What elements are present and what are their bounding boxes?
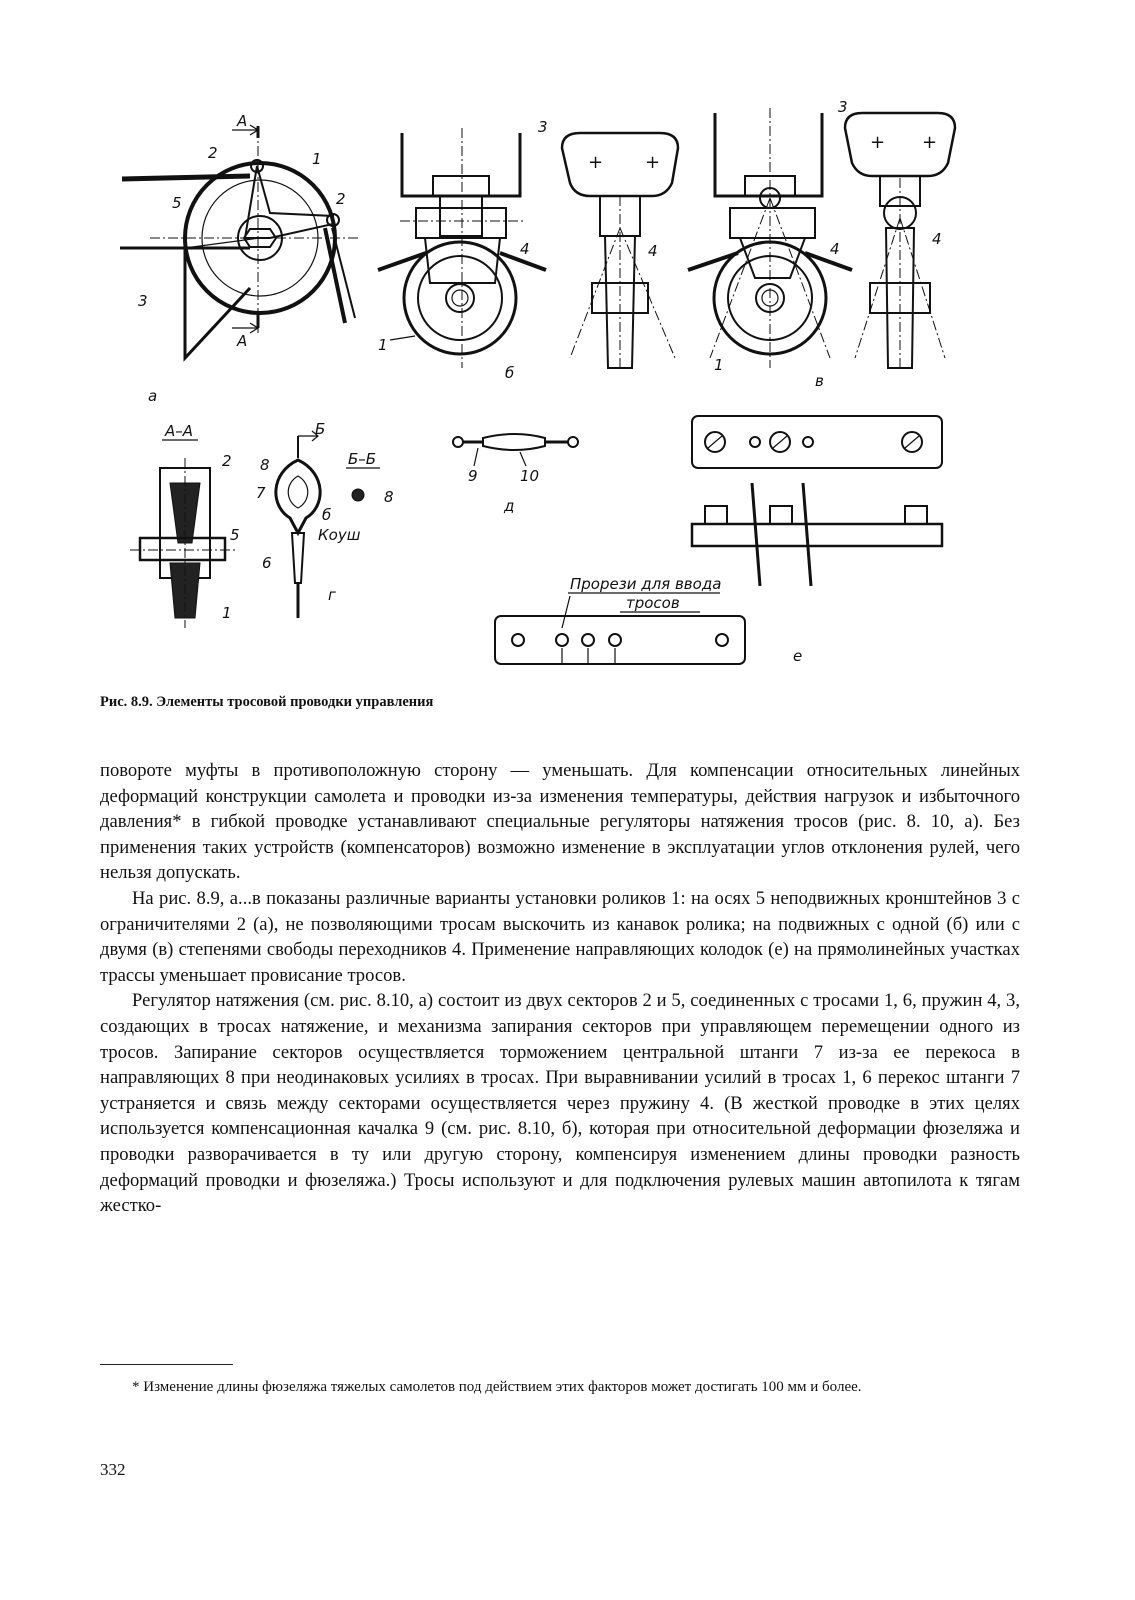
cable-control-drawing [100,88,1020,688]
footnote-divider [100,1364,233,1365]
koush-label: Коуш [318,526,361,544]
panel-label-g: г [328,586,336,604]
panel-label-b: б [505,364,515,382]
panel-b-pulley-one-dof [378,118,548,382]
slots-label-line2: тросов [626,594,680,612]
label-3: 3 [538,118,548,136]
panel-label-e: е [793,647,803,665]
label-3: 3 [838,98,848,116]
section-mark-a-top: А [237,112,248,130]
panel-v-pulley-two-dof [688,98,852,390]
paragraph: повороте муфты в противоположную сторону — уменьшать. Для компенсации относительных линейных деформаций конструкции самолета и проводки из-за изменения температуры, действия нагрузок и избыточного давления* в гибкой проводке устанавливают специальные регуляторы натяжения тросов (рис. 8. 10, а). Без применения таких устройств (компенсаторов) возможно изменение в эксплуатации углов отклонения рулей, чего нельзя допускать. [100,760,1020,884]
panel-label-v: в [815,372,824,390]
svg-text:+: + [588,152,604,173]
slots-label-line1: Прорези для ввода [570,575,722,593]
label-2: 2 [208,144,218,162]
panel-label-d: д [504,497,515,515]
panel-v-side-view [845,113,955,368]
footnote: * Изменение длины фюзеляжа тяжелых самолетов под действием этих факторов может достигать 100 мм и более. [132,1379,862,1395]
paragraph: На рис. 8.9, а...в показаны различные варианты установки роликов 1: на осях 5 неподвижных кронштейнов 3 с ограничителями 2 (а), не позволяющими тросам выскочить из канавок ролика; на подвижных с одной (б) или с двумя (в) степенями свободы переходников 4. Применение направляющих колодок (е) на прямолинейных участках трассы уменьшает провисание тросов. [100,887,1020,986]
label-2: 2 [222,452,232,470]
label-4: 4 [830,240,840,258]
label-1: 1 [312,150,322,168]
label-3: 3 [138,292,148,310]
label-1: 1 [714,356,724,374]
label-7: 7 [256,484,266,502]
section-mark-b: Б [315,420,326,438]
label-1: 1 [222,604,232,622]
panel-a-pulley-fixed-bracket [120,112,360,405]
section-mark-a-bottom: А [237,332,248,350]
label-4: 4 [932,230,942,248]
label-2b: 2 [336,190,346,208]
label-6: 6 [262,554,272,572]
label-9: 9 [468,467,478,485]
figure-caption: Рис. 8.9. Элементы тросовой проводки управления [100,694,434,710]
page-number: 332 [100,1460,126,1479]
panel-b-side-view [562,133,678,368]
panel-g-thimble [256,420,394,618]
label-4: 4 [648,242,658,260]
label-8: 8 [260,456,270,474]
label-5: 5 [230,526,240,544]
paragraph: Регулятор натяжения (см. рис. 8.10, а) состоит из двух секторов 2 и 5, соединенных с тросами 1, 6, пружин 4, 3, создающих в тросах натяжение, и механизма запирания секторов при управляющем перемещении одного из тросов. Запирание секторов осуществляется торможением центральной штанги 7 из-за ее перекоса в направляющих 8 при неодинаковых усилиях в тросах. При выравнивании усилий в тросах 1, 6 перекос штанги 7 устраняется и связь между секторами осуществляется через пружину 4. (В жесткой проводке в этих целях используется компенсационная качалка 9 (см. рис. 8.10, б), которая при относительной деформации фюзеляжа и проводки разворачивается в ту или другую сторону, компенсируя изменением длины проводки разность деформаций проводки и фюзеляжа.) Тросы используют и для подключения рулевых машин автопилота к тягам жестко- [100,990,1020,1217]
label-8b: 8 [384,488,394,506]
label-5: 5 [172,194,182,212]
label-10: 10 [520,467,540,485]
section-aa-title: А–А [165,422,194,440]
section-bb-title: Б–Б [348,450,377,468]
panel-label-a: а [148,387,158,405]
svg-text:+: + [870,132,886,153]
label-1: 1 [378,336,388,354]
figure-8-9 [100,88,1020,688]
section-aa [130,422,240,628]
body-text [100,758,1020,1219]
panel-e-guide-blocks [495,416,942,665]
svg-text:+: + [645,152,661,173]
label-4: 4 [520,240,530,258]
panel-d-turnbuckle [453,434,578,515]
label-b: б [322,506,332,524]
svg-text:+: + [922,132,938,153]
